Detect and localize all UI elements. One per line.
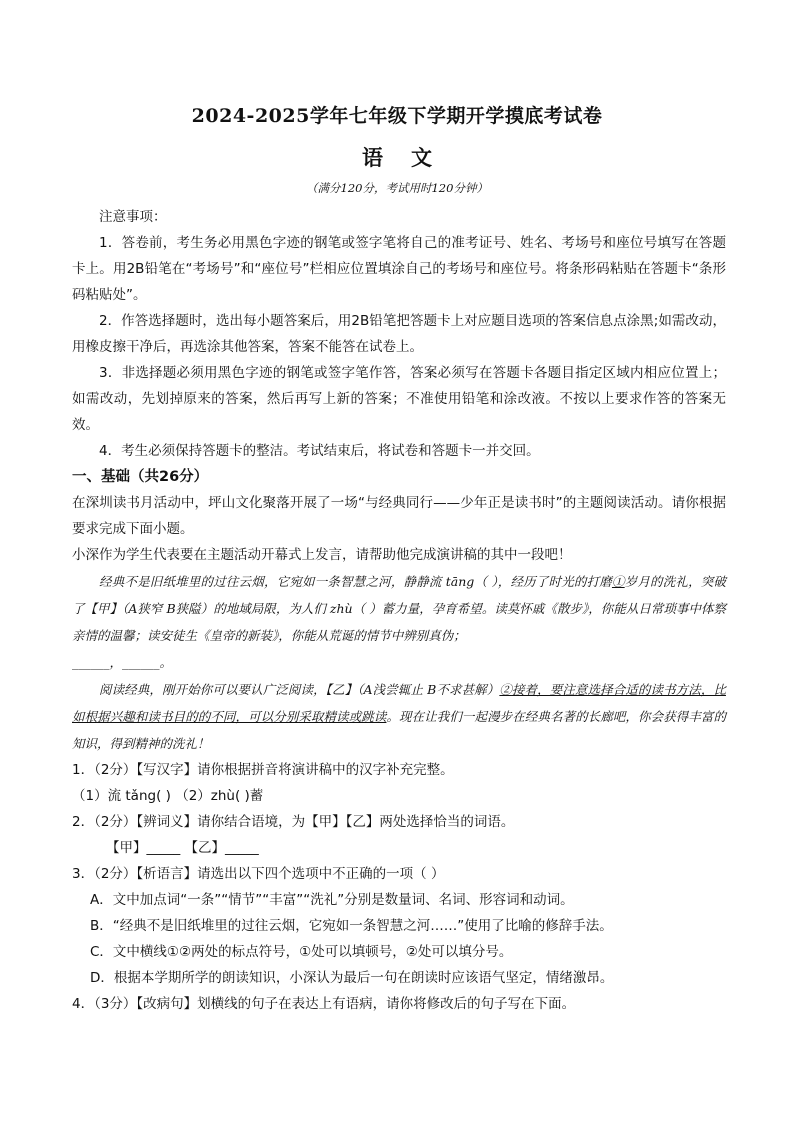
question-1-blanks: （1）流 tǎng( ) （2）zhù( )蓄	[72, 788, 264, 804]
option-b: B．“经典不是旧纸堆里的过往云烟，它宛如一条智慧之河……”使用了比喻的修辞手法。	[90, 918, 613, 934]
subject-char-1: 语	[362, 145, 383, 170]
section-intro: 在深圳读书月活动中，坪山文化聚落开展了一场“与经典同行——少年正是读书时”的主题阅读活动。请你根据要求完成下面小题。	[72, 495, 726, 537]
exam-title: 2024-2025学年七年级下学期开学摸底考试卷	[191, 105, 603, 127]
option-a: A．文中加点词“一条”“情节”“丰富”“洗礼”分别是数量词、名词、形容词和动词。	[90, 892, 574, 908]
underlined-sentence: 接着，要注意选择合适的读书方法，比如根据兴趣和读书目的的不同，可以分别采取精读或跳读	[72, 682, 726, 724]
speech-text: 。现在让我们一起漫步在经典名著的长廊吧，你会获得丰富的知识，得到精神的洗礼！	[72, 709, 726, 751]
instruction-item-1: 1．答卷前，考生务必用黑色字迹的钢笔或签字笔将自己的准考证号、姓名、考场号和座位号填写在答题卡上。用2B铅笔在“考场号”和“座位号”栏相应位置填涂自己的考场号和座位号。将条形码粘贴在答题卡“条形码粘贴处”。	[72, 235, 726, 303]
instruction-item-3: 3．非选择题必须用黑色字迹的钢笔或签字笔作答，答案必须写在答题卡各题目指定区域内相应位置上；如需改动，先划掉原来的答案，然后再写上新的答案；不准使用铅笔和涂改液。不按以上要求作答的答案无效。	[72, 365, 726, 433]
question-2: 2．（2分）【辨词义】请你结合语境，为【甲】【乙】两处选择恰当的词语。	[72, 814, 515, 830]
subject-char-2: 文	[411, 145, 432, 170]
speech-paragraph-2	[72, 676, 726, 757]
option-d: D．根据本学期所学的朗读知识，小深认为最后一句在朗读时应该语气坚定，情绪激昂。	[90, 970, 614, 986]
instructions-label: 注意事项：	[99, 209, 167, 225]
instructions-block	[72, 204, 726, 1017]
question-4: 4．（3分）【改病句】划横线的句子在表达上有语病，请你将修改后的句子写在下面。	[72, 996, 576, 1012]
exam-note: （满分120分，考试用时120分钟）	[306, 181, 488, 195]
speech-text: 阅读经典，刚开始你可以要认广泛阅读，【乙】（A浅尝辄止 B不求甚解）	[99, 682, 500, 697]
speech-paragraph-1	[72, 568, 726, 649]
blank-mark-1: ①	[611, 574, 625, 589]
speech-blank-line: ______，______。	[72, 655, 173, 670]
section-heading: 一、基础（共26分）	[72, 469, 209, 485]
instruction-item-4: 4．考生必须保持答题卡的整洁。考试结束后，将试卷和答题卡一并交回。	[99, 443, 540, 459]
speech-text: 岁月的洗礼，突破了【甲】（A狭窄 B狭隘）的地域局限，为人们 zhù（ ）蓄力量，孕育希望。读莫怀戚《散步》，你能从日常琐事中体察亲情的温馨；读安徒生《皇帝的新装》，你能从荒诞的情节中辨别真伪；	[72, 574, 726, 643]
speech-text: 经典不是旧纸堆里的过往云烟，它宛如一条智慧之河，静静流 tāng（ ），经历了时光的打磨	[99, 574, 612, 589]
instruction-item-2: 2．作答选择题时，选出每小题答案后，用2B铅笔把答题卡上对应题目选项的答案信息点涂黑;如需改动，用橡皮擦干净后，再选涂其他答案，答案不能答在试卷上。	[72, 313, 726, 355]
question-2-blanks: 【甲】_____ 【乙】_____	[106, 840, 259, 856]
question-3: 3．（2分）【析语言】请选出以下四个选项中不正确的一项（ ）	[72, 866, 445, 882]
option-c: C．文中横线①②两处的标点符号，①处可以填顿号，②处可以填分号。	[90, 944, 513, 960]
blank-mark-2: ②	[499, 682, 512, 697]
question-1: 1．（2分）【写汉字】请你根据拼音将演讲稿中的汉字补充完整。	[72, 762, 454, 778]
subject-title	[0, 142, 794, 172]
section-prompt: 小深作为学生代表要在主题活动开幕式上发言，请帮助他完成演讲稿的其中一段吧！	[72, 547, 572, 563]
